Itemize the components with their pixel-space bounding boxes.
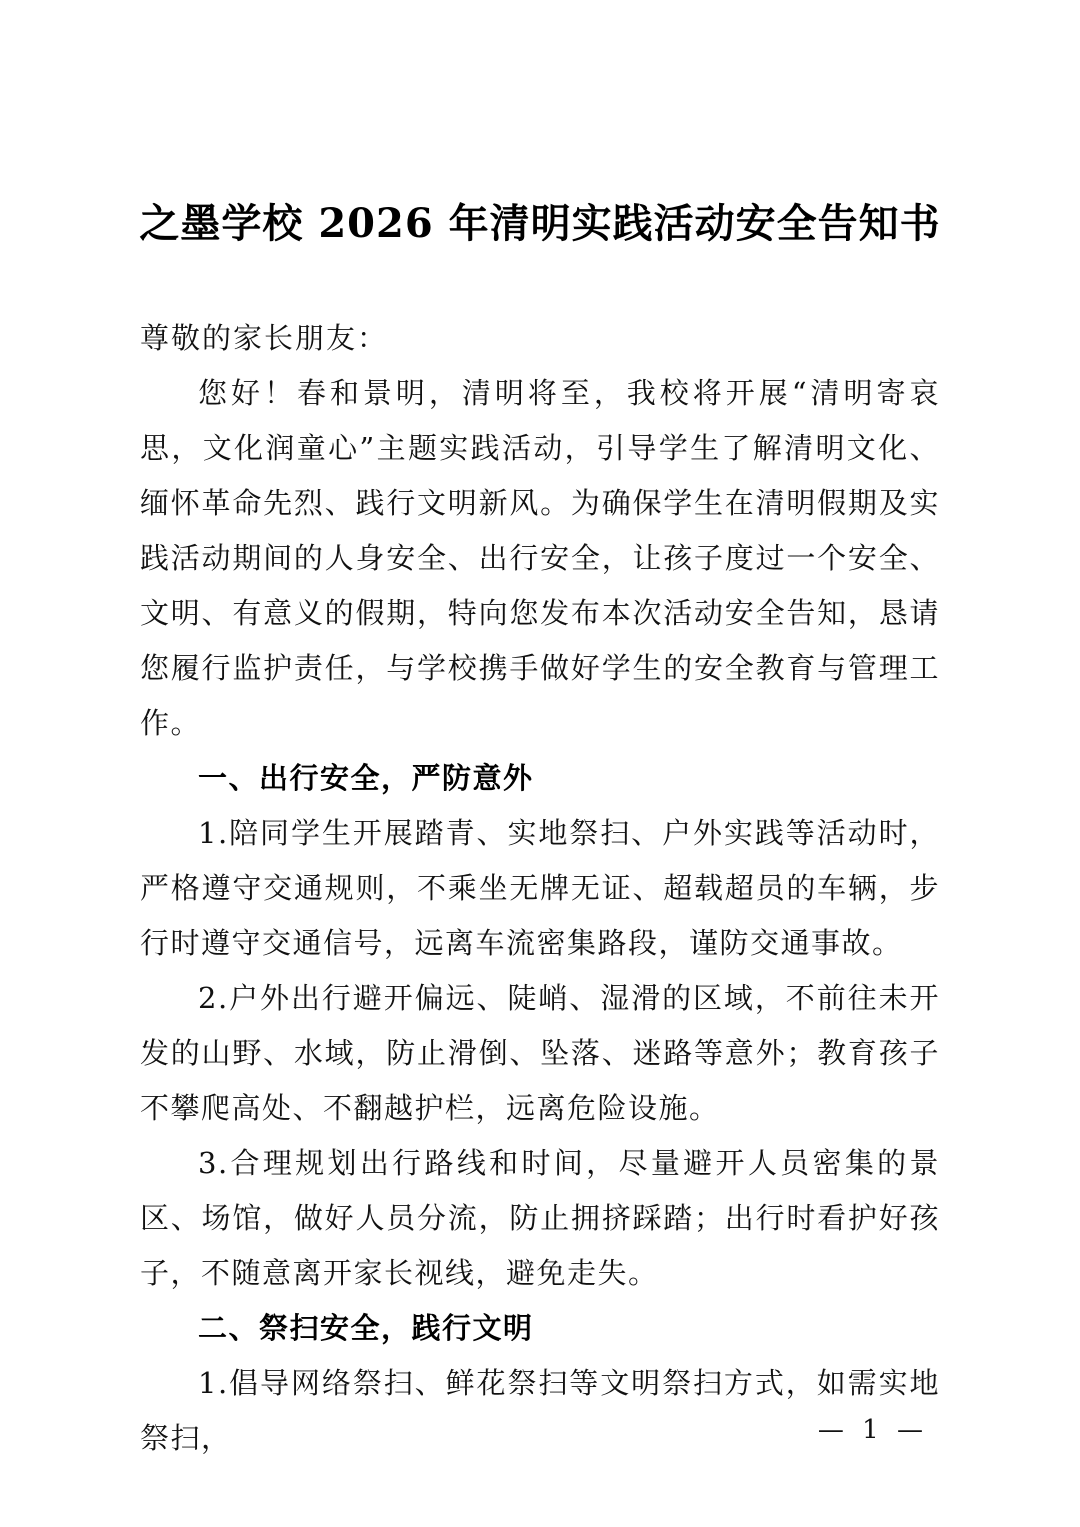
salutation: 尊敬的家长朋友：	[140, 321, 389, 355]
intro-paragraph: 您好！春和景明，清明将至，我校将开展“清明寄哀思，文化润童心”主题实践活动，引导学生了解清明文化、缅怀革命先烈、践行文明新风。为确保学生在清明假期及实践活动期间的人身安全、出行安全，让孩子度过一个安全、文明、有意义的假期，特向您发布本次活动安全告知，恳请您履行监护责任，与学校携手做好学生的安全教育与管理工作。	[140, 376, 940, 740]
section-2-item-1: 1.倡导网络祭扫、鲜花祭扫等文明祭扫方式，如需实地祭扫，	[140, 1366, 940, 1455]
section-2-heading: 二、祭扫安全，践行文明	[198, 1311, 534, 1345]
section-1-item-2: 2.户外出行避开偏远、陡峭、湿滑的区域，不前往未开发的山野、水域，防止滑倒、坠落、迷路等意外；教育孩子不攀爬高处、不翻越护栏，远离危险设施。	[140, 981, 940, 1125]
page-number: — 1 —	[817, 1415, 928, 1445]
document-body	[140, 311, 940, 1466]
section-1-heading: 一、出行安全，严防意外	[198, 761, 534, 795]
section-1-item-3: 3.合理规划出行路线和时间，尽量避开人员密集的景区、场馆，做好人员分流，防止拥挤踩踏；出行时看护好孩子，不随意离开家长视线，避免走失。	[140, 1146, 940, 1290]
document-title: 之墨学校 2026 年清明实践活动安全告知书	[139, 200, 941, 247]
section-1-item-1: 1.陪同学生开展踏青、实地祭扫、户外实践等活动时，严格遵守交通规则，不乘坐无牌无证、超载超员的车辆，步行时遵守交通信号，远离车流密集路段，谨防交通事故。	[140, 816, 940, 960]
